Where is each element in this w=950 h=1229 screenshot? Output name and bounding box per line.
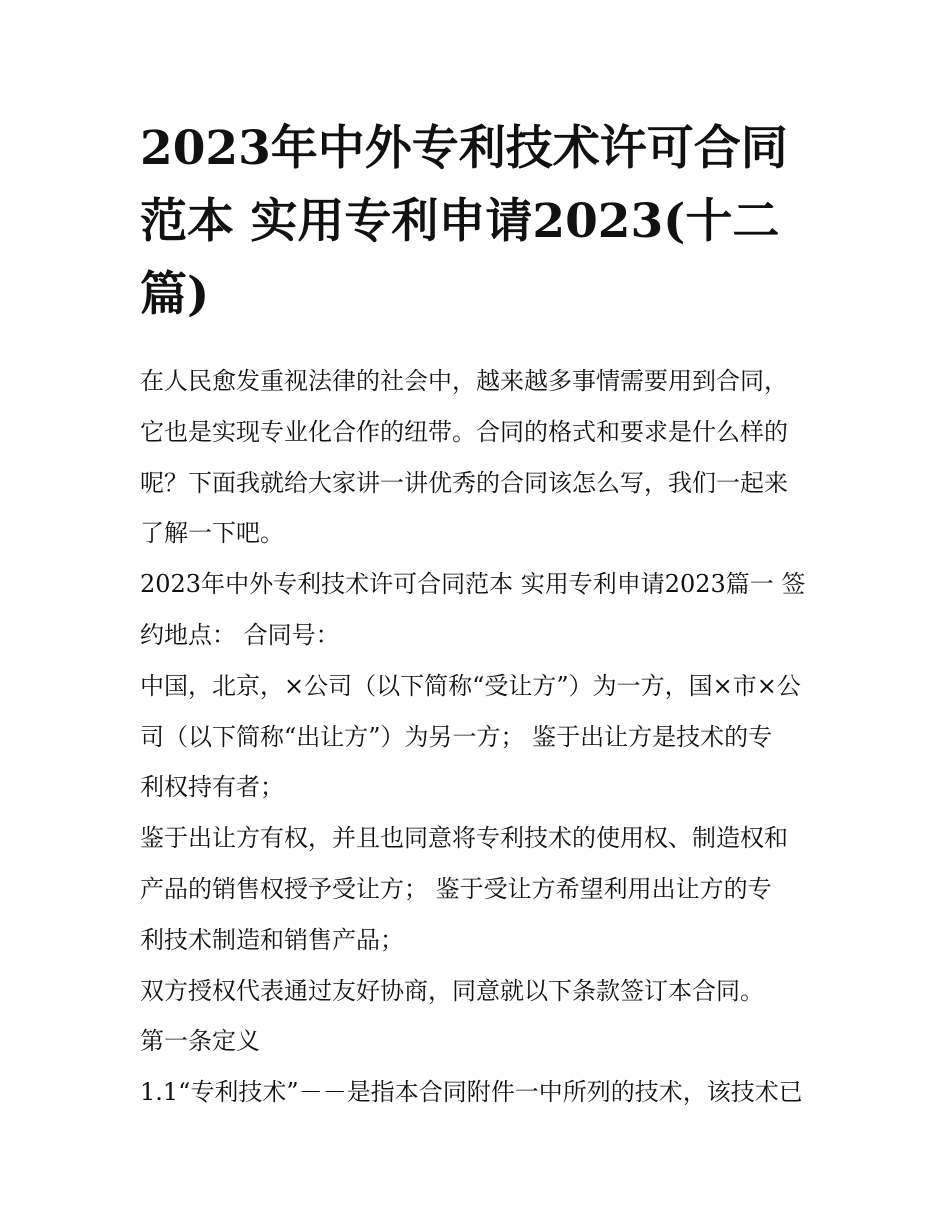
body-line: 1.1“专利技术”－－是指本合同附件一中所列的技术，该技术已 <box>140 1078 803 1107</box>
body-line: 中国，北京，×公司（以下简称“受让方”）为一方，国×市×公 <box>140 671 801 700</box>
body-line: 产品的销售权授予受让方； 鉴于受让方希望利用出让方的专 <box>140 874 772 903</box>
body-line: 约地点： 合同号： <box>140 620 340 649</box>
title-line: 篇) <box>140 267 210 322</box>
body-line: 呢？下面我就给大家讲一讲优秀的合同该怎么写，我们一起来 <box>140 468 788 497</box>
body-line: 在人民愈发重视法律的社会中，越来越多事情需要用到合同， <box>140 367 788 395</box>
body-line: 鉴于出让方有权，并且也同意将专利技术的使用权、制造权和 <box>140 824 788 853</box>
document-title <box>140 112 830 331</box>
body-line: 双方授权代表通过友好协商，同意就以下条款签订本合同。 <box>140 976 764 1005</box>
document-body <box>140 356 830 1118</box>
body-line: 2023年中外专利技术许可合同范本 实用专利申请2023篇一 签 <box>140 570 806 599</box>
body-line: 它也是实现专业化合作的纽带。合同的格式和要求是什么样的 <box>140 417 788 446</box>
body-line: 第一条定义 <box>140 1027 260 1056</box>
body-line: 司（以下简称“出让方”）为另一方； 鉴于出让方是技术的专 <box>140 722 773 751</box>
body-line: 了解一下吧。 <box>140 519 284 548</box>
title-line: 2023年中外专利技术许可合同 <box>140 121 788 176</box>
body-line: 利技术制造和销售产品； <box>140 925 404 954</box>
body-line: 利权持有者； <box>140 773 284 802</box>
title-line: 范本 实用专利申请2023(十二 <box>140 194 780 249</box>
